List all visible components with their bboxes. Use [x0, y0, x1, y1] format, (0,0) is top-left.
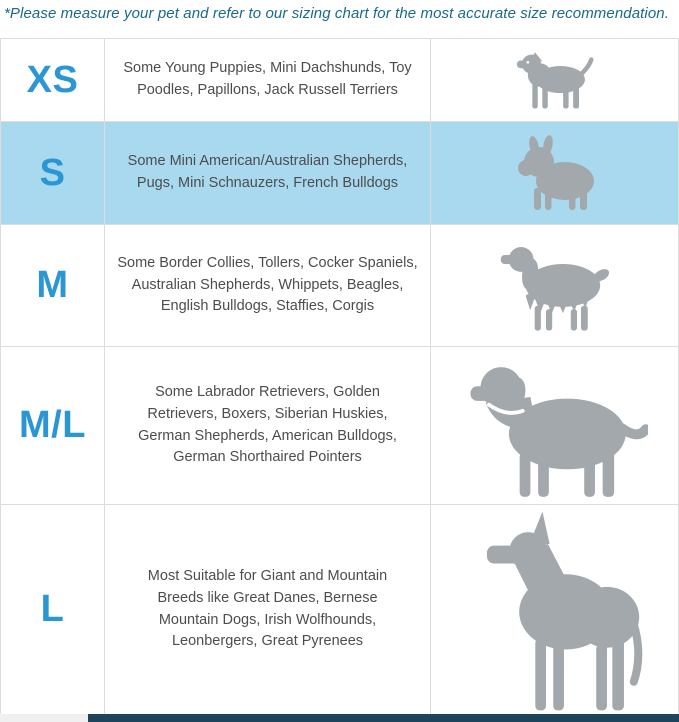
size-row-xs	[1, 39, 678, 122]
dog-cell-m	[431, 225, 678, 346]
dog-cell-l	[431, 505, 678, 714]
breed-description-xs: Some Young Puppies, Mini Dachshunds, Toy Poodles, Papillons, Jack Russell Terriers	[123, 60, 412, 98]
great-dane-icon	[465, 508, 645, 714]
size-row-m	[1, 225, 678, 347]
size-row-l	[1, 505, 678, 715]
size-label-s: S	[1, 122, 105, 224]
size-label-l: L	[1, 505, 105, 714]
cocker-spaniel-icon	[492, 238, 618, 334]
breed-description-ml: Some Labrador Retrievers, Golden Retrievers, Boxers, Siberian Huskies, German Shepherds, American Bulldogs, German Shorthaired Pointers	[138, 384, 397, 466]
size-label-xs: XS	[1, 39, 105, 121]
desc-cell-xs	[105, 39, 431, 121]
desc-cell-l	[105, 505, 431, 714]
breed-description-m: Some Border Collies, Tollers, Cocker Spaniels, Australian Shepherds, Whippets, Beagles, English Bulldogs, Staffies, Corgis	[117, 254, 418, 315]
dog-cell-ml	[431, 347, 678, 504]
size-row-ml	[1, 347, 678, 505]
dog-cell-xs	[431, 39, 678, 121]
size-row-s	[1, 122, 678, 225]
size-label-ml: M/L	[1, 347, 105, 504]
desc-cell-ml	[105, 347, 431, 504]
bottom-accent-bar	[88, 714, 679, 722]
desc-cell-m	[105, 225, 431, 346]
jack-russell-terrier-icon	[509, 46, 601, 114]
measurement-note: *Please measure your pet and refer to our sizing chart for the most accurate size recommendation.	[4, 5, 670, 22]
breed-description-l: Most Suitable for Giant and Mountain Breeds like Great Danes, Bernese Mountain Dogs, Irish Wolfhounds, Leonbergers, Great Pyrenees	[147, 568, 388, 650]
dog-cell-s	[431, 122, 678, 224]
desc-cell-s	[105, 122, 431, 224]
size-label-m: M	[1, 225, 105, 346]
labrador-retriever-icon	[462, 354, 648, 500]
size-chart-table	[0, 38, 679, 715]
breed-description-s: Some Mini American/Australian Shepherds, Pugs, Mini Schnauzers, French Bulldogs	[127, 153, 408, 191]
french-bulldog-icon	[505, 133, 605, 213]
